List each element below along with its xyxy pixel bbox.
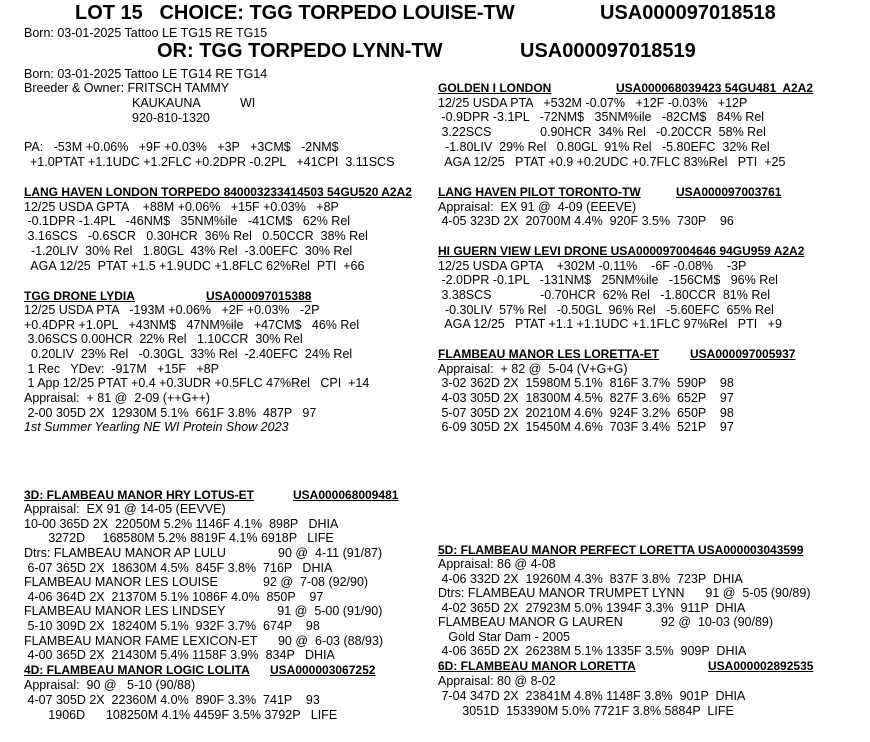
- d5-title: 5D: FLAMBEAU MANOR PERFECT LORETTA USA000003043599: [438, 543, 804, 557]
- d6-line: 7-04 347D 2X 23841M 4.8% 1148F 3.8% 901P DHIA: [438, 689, 746, 703]
- d3-line: FLAMBEAU MANOR LES LINDSEY 91 @ 5-00 (91/90): [24, 604, 383, 618]
- dam-title: TGG DRONE LYDIA: [24, 289, 135, 303]
- golden-registration: USA000068039423 54GU481 A2A2: [616, 81, 814, 95]
- d3-line: 4-00 365D 2X 21430M 5.4% 1158F 3.9% 834P DHIA: [24, 648, 335, 662]
- loretta-et-line: 6-09 305D 2X 15450M 4.6% 703F 3.4% 521P 97: [438, 420, 734, 434]
- d6-line: 3051D 153390M 5.0% 7721F 3.8% 5884P LIFE: [438, 704, 734, 718]
- d3-line: Dtrs: FLAMBEAU MANOR AP LULU 90 @ 4-11 (91/87): [24, 546, 383, 560]
- sire-line: -0.1DPR -1.4PL -46NM$ 35NM%ile -41CM$ 62% Rel: [24, 214, 351, 228]
- dam-line: 1 App 12/25 PTAT +0.4 +0.3UDR +0.5FLC 47%Rel CPI +14: [24, 376, 370, 390]
- d3-line: 4-06 364D 2X 21370M 5.1% 1086F 4.0% 850P 97: [24, 590, 324, 604]
- pilot-line: Appraisal: EX 91 @ 4-09 (EEEVE): [438, 200, 637, 214]
- dam-line: 2-00 305D 2X 12930M 5.1% 661F 3.8% 487P 97: [24, 406, 317, 420]
- loretta-et-line: 3-02 362D 2X 15980M 5.1% 816F 3.7% 590P 98: [438, 376, 734, 390]
- d4-line: 4-07 305D 2X 22360M 4.0% 890F 3.3% 741P 93: [24, 693, 320, 707]
- d6-title: 6D: FLAMBEAU MANOR LORETTA: [438, 659, 636, 673]
- d3-line: 3272D 168580M 5.2% 8819F 4.1% 6918P LIFE: [24, 531, 334, 545]
- golden-line: 3.22SCS 0.90HCR 34% Rel -0.20CCR 58% Rel: [438, 125, 766, 139]
- loretta-et-line: 5-07 305D 2X 20210M 4.6% 924F 3.2% 650P 98: [438, 406, 734, 420]
- levi-line: AGA 12/25 PTAT +1.1 +1.1UDC +1.1FLC 97%Rel PTI +9: [438, 317, 782, 331]
- d3-line: FLAMBEAU MANOR LES LOUISE 92 @ 7-08 (92/90): [24, 575, 369, 589]
- sire-line: 12/25 USDA GPTA +88M +0.06% +15F +0.03% +8P: [24, 200, 339, 214]
- breeder-phone: 920-810-1320: [132, 111, 210, 125]
- pilot-line: 4-05 323D 2X 20700M 4.4% 920F 3.5% 730P 96: [438, 214, 734, 228]
- golden-line: AGA 12/25 PTAT +0.9 +0.2UDC +0.7FLC 83%Rel PTI +25: [438, 155, 786, 169]
- d6-registration: USA000002892535: [708, 659, 814, 673]
- d4-title: 4D: FLAMBEAU MANOR LOGIC LOLITA: [24, 663, 250, 677]
- lot-registration: USA000097018518: [600, 2, 776, 24]
- d6-line: Appraisal: 80 @ 8-02: [438, 674, 556, 688]
- pilot-title: LANG HAVEN PILOT TORONTO-TW: [438, 185, 641, 199]
- d4-line: 1906D 108250M 4.1% 4459F 3.5% 3792P LIFE: [24, 708, 338, 722]
- loretta-et-registration: USA000097005937: [690, 347, 796, 361]
- dam-registration: USA000097015388: [206, 289, 312, 303]
- d3-title: 3D: FLAMBEAU MANOR HRY LOTUS-ET: [24, 488, 254, 502]
- d3-line: Appraisal: EX 91 @ 14-05 (EEVVE): [24, 502, 226, 516]
- levi-line: 3.38SCS -0.70HCR 62% Rel -1.80CCR 81% Rel: [438, 288, 771, 302]
- levi-title: HI GUERN VIEW LEVI DRONE USA000097004646 94GU959 A2A2: [438, 244, 805, 258]
- pilot-registration: USA000097003761: [676, 185, 782, 199]
- sire-line: -1.20LIV 30% Rel 1.80GL 43% Rel -3.00EFC 30% Rel: [24, 244, 353, 258]
- loretta-et-line: Appraisal: + 82 @ 5-04 (V+G+G): [438, 362, 628, 376]
- d5-line: 4-06 332D 2X 19260M 4.3% 837F 3.8% 723P DHIA: [438, 572, 743, 586]
- golden-line: 12/25 USDA PTA +532M -0.07% +12F -0.03% +12P: [438, 96, 748, 110]
- pa-line-2: +1.0PTAT +1.1UDC +1.2FLC +0.2DPR -0.2PL +41CPI 3.11SCS: [30, 155, 395, 169]
- d3-line: FLAMBEAU MANOR FAME LEXICON-ET 90 @ 6-03 (88/93): [24, 634, 384, 648]
- d5-line: 4-02 365D 2X 27923M 5.0% 1394F 3.3% 911P DHIA: [438, 601, 746, 615]
- levi-line: 12/25 USDA GPTA +302M -0.11% -6F -0.08% -3P: [438, 259, 747, 273]
- d3-registration: USA000068009481: [293, 488, 399, 502]
- dam-line: Appraisal: + 81 @ 2-09 (++G++): [24, 391, 211, 405]
- breeder-state: WI: [240, 96, 256, 110]
- dam-line: 0.20LIV 23% Rel -0.30GL 33% Rel -2.40EFC 24% Rel: [24, 347, 353, 361]
- born-line-1: Born: 03-01-2025 Tattoo LE TG15 RE TG15: [24, 26, 268, 40]
- alternate-title: OR: TGG TORPEDO LYNN-TW: [157, 40, 443, 62]
- d5-line: Gold Star Dam - 2005: [438, 630, 571, 644]
- d4-line: Appraisal: 90 @ 5-10 (90/88): [24, 678, 196, 692]
- dam-line: +0.4DPR +1.0PL +43NM$ 47NM%ile +47CM$ 46% Rel: [24, 318, 360, 332]
- pa-line-1: PA: -53M +0.06% +9F +0.03% +3P +3CM$ -2NM$: [24, 140, 339, 154]
- golden-title: GOLDEN I LONDON: [438, 81, 552, 95]
- breeder-city: KAUKAUNA: [132, 96, 201, 110]
- born-line-2: Born: 03-01-2025 Tattoo LE TG14 RE TG14: [24, 67, 268, 81]
- sire-line: AGA 12/25 PTAT +1.5 +1.9UDC +1.8FLC 62%Rel PTI +66: [24, 259, 365, 273]
- loretta-et-title: FLAMBEAU MANOR LES LORETTA-ET: [438, 347, 660, 361]
- dam-line: 12/25 USDA PTA -193M +0.06% +2F +0.03% -2P: [24, 303, 320, 317]
- golden-line: -0.9DPR -3.1PL -72NM$ 35NM%ile -82CM$ 84% Rel: [438, 110, 765, 124]
- sire-line: 3.16SCS -0.6SCR 0.30HCR 36% Rel 0.50CCR 38% Rel: [24, 229, 368, 243]
- lot-title: LOT 15 CHOICE: TGG TORPEDO LOUISE-TW: [75, 2, 515, 24]
- d5-line: 4-06 365D 2X 26238M 5.1% 1335F 3.5% 909P DHIA: [438, 644, 747, 658]
- dam-show-note: 1st Summer Yearling NE WI Protein Show 2023: [24, 420, 289, 434]
- dam-line: 3.06SCS 0.00HCR 22% Rel 1.10CCR 30% Rel: [24, 332, 303, 346]
- d4-registration: USA000003067252: [270, 663, 376, 677]
- levi-line: -2.0DPR -0.1PL -131NM$ 25NM%ile -156CM$ 96% Rel: [438, 273, 778, 287]
- sire-title: LANG HAVEN LONDON TORPEDO 840003233414503 54GU520 A2A2: [24, 185, 412, 199]
- d3-line: 5-10 309D 2X 18240M 5.1% 932F 3.7% 674P 98: [24, 619, 320, 633]
- golden-line: -1.80LIV 29% Rel 0.80GL 91% Rel -5.80EFC 32% Rel: [438, 140, 770, 154]
- levi-line: -0.30LIV 57% Rel -0.50GL 96% Rel -5.60EFC 65% Rel: [438, 303, 774, 317]
- d5-line: Dtrs: FLAMBEAU MANOR TRUMPET LYNN 91 @ 5-05 (90/89): [438, 586, 811, 600]
- breeder-owner: Breeder & Owner: FRITSCH TAMMY: [24, 81, 230, 95]
- d3-line: 10-00 365D 2X 22050M 5.2% 1146F 4.1% 898P DHIA: [24, 517, 339, 531]
- d5-line: Appraisal: 86 @ 4-08: [438, 557, 556, 571]
- loretta-et-line: 4-03 305D 2X 18300M 4.5% 827F 3.6% 652P 97: [438, 391, 734, 405]
- d5-line: FLAMBEAU MANOR G LAUREN 92 @ 10-03 (90/89): [438, 615, 774, 629]
- dam-line: 1 Rec YDev: -917M +15F +8P: [24, 362, 220, 376]
- d3-line: 6-07 365D 2X 18630M 4.5% 845F 3.8% 716P DHIA: [24, 561, 333, 575]
- alternate-registration: USA000097018519: [520, 40, 696, 62]
